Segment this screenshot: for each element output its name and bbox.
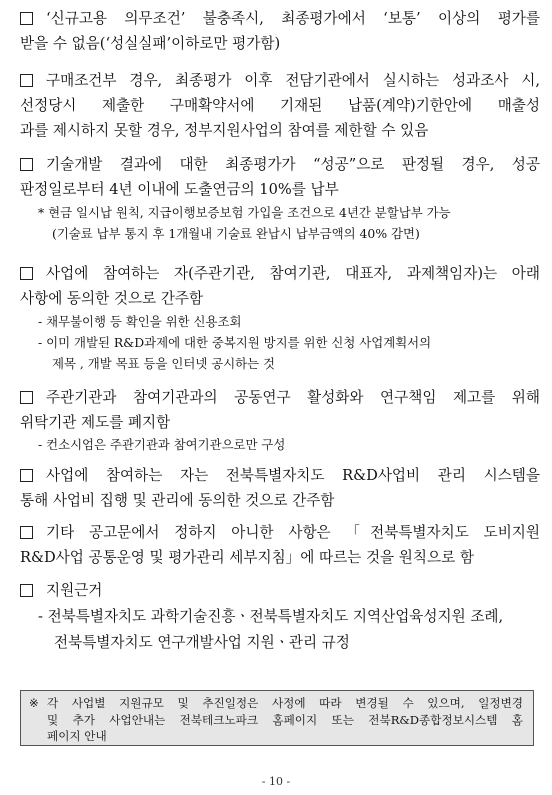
note-line: - 컨소시엄은 주관기관과 참여기관으로만 구성 <box>38 437 286 452</box>
notice-box <box>20 690 534 746</box>
checkbox-square-icon <box>20 158 33 171</box>
note-line: * 현금 일시납 원칙, 지급이행보증보험 가입을 조건으로 4년간 분할납부 가능 <box>38 205 451 220</box>
checkbox-square-icon <box>20 74 33 87</box>
checkbox-square-icon <box>20 12 33 25</box>
item-other-matters <box>20 520 540 570</box>
checkbox-square-icon <box>20 526 33 539</box>
notice-line: 페이지 안내 <box>47 729 107 743</box>
checkbox-square-icon <box>20 469 33 482</box>
item-support-basis <box>20 578 540 603</box>
page-number: - 10 - <box>261 775 291 788</box>
checkbox-square-icon <box>20 267 33 280</box>
reference-mark: ※ <box>29 696 39 710</box>
item-line: ‘신규고용 의무조건’ 불충족시, 최종평가에서 ‘보통’ 이상의 평가를 <box>46 10 540 27</box>
notice-line: 및 추가 사업안내는 전북테크노파크 홈페이지 또는 전북R&D종합정보시스템 홈 <box>47 712 523 727</box>
item-purchase-condition <box>20 68 540 143</box>
item-line: 사업에 참여하는 자(주관기관, 참여기관, 대표자, 과제책임자)는 아래 <box>46 265 540 282</box>
item-line: 구매조건부 경우, 최종평가 이후 전담기관에서 실시하는 성과조사 시, <box>46 72 540 89</box>
item-line: 지원근거 <box>46 582 103 599</box>
item-participant-consent <box>20 261 540 311</box>
item-line: 사업에 참여하는 자는 전북특별자치도 R&D사업비 관리 시스템을 <box>46 467 540 484</box>
notice-line: 각 사업별 지원규모 및 추진일정은 사정에 따라 변경될 수 있으며, 일정변경 <box>47 696 523 710</box>
checkbox-square-icon <box>20 391 33 404</box>
item-line: 기술개발 결과에 대한 최종평가가 “성공”으로 판정될 경우, 성공 <box>46 156 540 173</box>
item-line: 사항에 동의한 것으로 간주함 <box>20 290 204 307</box>
item-line: 과를 제시하지 못할 경우, 정부지원사업의 참여를 제한할 수 있음 <box>20 122 429 139</box>
note-line: (기술료 납부 통지 후 1개월내 기술료 완납시 납부금액의 40% 감면) <box>52 226 420 241</box>
note-line: - 채무불이행 등 확인을 위한 신용조회 <box>38 314 242 329</box>
item-technology-fee-notes <box>38 202 546 244</box>
item-line: 받을 수 없음(‘성실실패’이하로만 평가함) <box>20 35 281 52</box>
support-basis-list <box>38 604 503 656</box>
item-line: R&D사업 공통운영 및 평가관리 세부지침」에 따르는 것을 원칙으로 함 <box>20 549 474 566</box>
item-new-hire-condition <box>20 6 540 56</box>
checkbox-square-icon <box>20 584 33 597</box>
basis-line: 전북특별자치도 연구개발사업 지원ㆍ관리 규정 <box>54 634 350 651</box>
basis-line: - 전북특별자치도 과학기술진흥ㆍ전북특별자치도 지역산업육성지원 조례, <box>38 608 504 625</box>
item-line: 판정일로부터 4년 이내에 도출연금의 10%를 납부 <box>20 181 339 198</box>
item-line: 선정당시 제출한 구매확약서에 기재된 납품(계약)기한안에 매출성 <box>20 97 540 114</box>
item-rnd-expense-system <box>20 463 540 513</box>
item-participant-consent-notes <box>38 311 540 374</box>
item-line: 위탁기관 제도를 폐지함 <box>20 414 171 431</box>
item-line: 주관기관과 참여기관과의 공동연구 활성화와 연구책임 제고를 위해 <box>46 389 540 406</box>
item-line: 통해 사업비 집행 및 관리에 동의한 것으로 간주함 <box>20 492 335 509</box>
item-consignment-abolished <box>20 385 540 435</box>
item-consignment-notes <box>38 434 540 455</box>
item-technology-fee <box>20 152 540 202</box>
item-line: 기타 공고문에서 정하지 아니한 사항은 「전북특별자치도 도비지원 <box>46 524 540 541</box>
note-line: - 이미 개발된 R&D과제에 대한 중복지원 방지를 위한 신청 사업계획서의 <box>38 335 432 350</box>
note-line: 제목 , 개발 목표 등을 인터넷 공시하는 것 <box>52 356 276 371</box>
